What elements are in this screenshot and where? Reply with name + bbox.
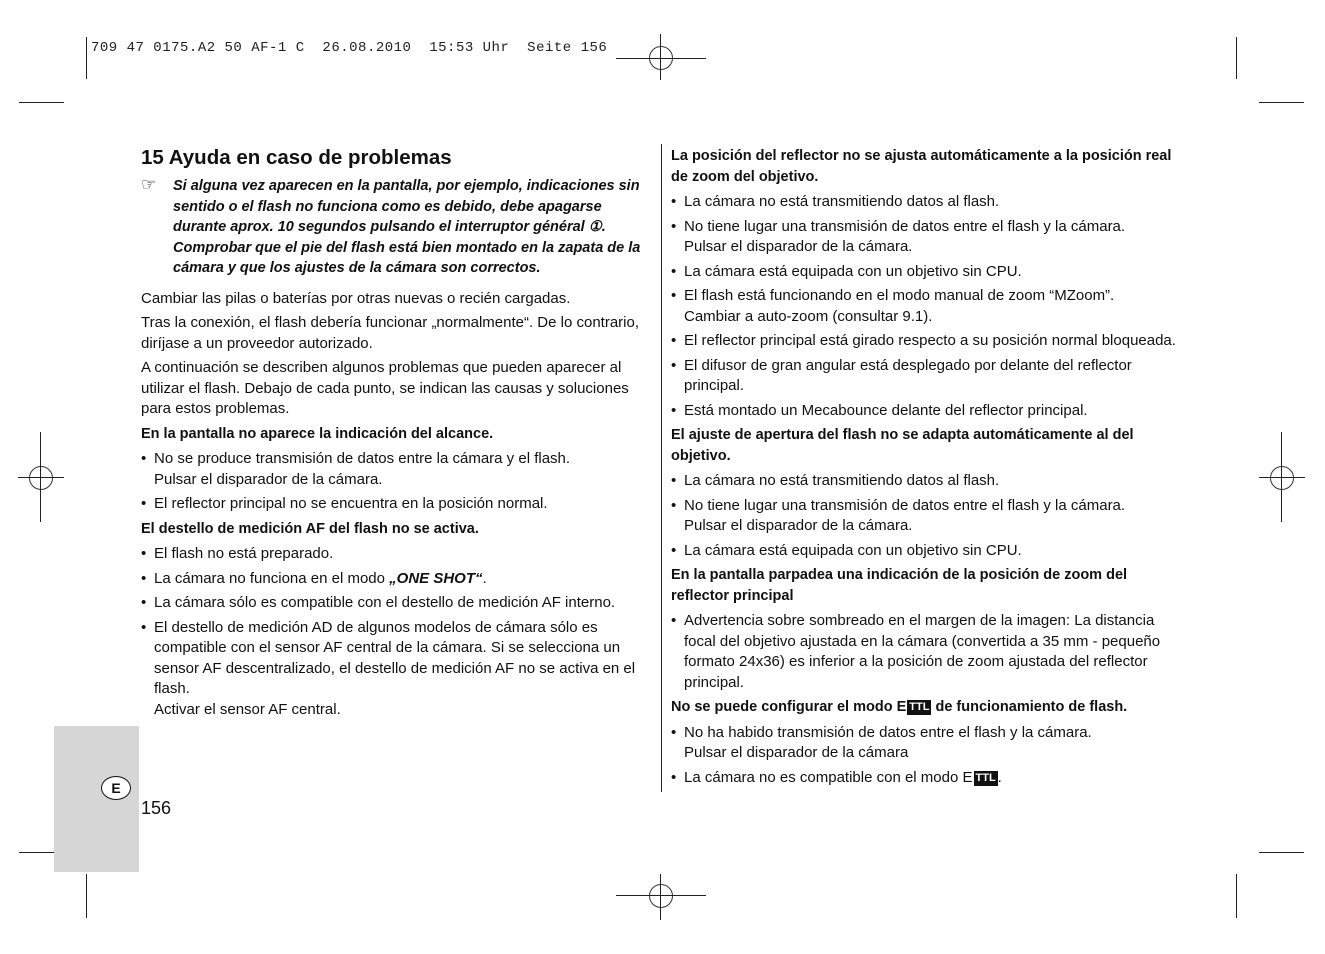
paragraph: Tras la conexión, el flash debería funcionar „normalmente“. De lo contrario, diríjase a un proveedor autorizado. [141,314,640,352]
list-item: • El flash no está preparado. [141,544,653,565]
section-heading: El ajuste de apertura del flash no se adapta automáticamente al del objetivo. [671,427,1134,464]
registration-mark-bottom [649,884,673,908]
section-heading: En la pantalla no aparece la indicación del alcance. [141,425,494,442]
list-item: • No tiene lugar una transmisión de datos entre el flash y la cámara. Pulsar el disparador de la cámara. [671,217,1176,258]
list-item: • El destello de medición AD de algunos modelos de cámara sólo es compatible con el sensor AF central de la cámara. Si se selecciona un sensor AF descentralizado, el destello de medición AF no se activa en el flash. Activar el sensor AF central. [141,618,653,721]
paragraph: Cambiar las pilas o baterías por otras nuevas o recién cargadas. [141,289,571,307]
list-item: • El flash está funcionando en el modo manual de zoom “MZoom”. Cambiar a auto-zoom (consultar 9.1). [671,286,1176,327]
list-item: • La cámara no funciona en el modo „ONE SHOT“. [141,569,653,590]
list-item: • No tiene lugar una transmisión de datos entre el flash y la cámara. Pulsar el disparador de la cámara. [671,496,1176,537]
bullet-list [671,192,1176,421]
list-item: • El reflector principal está girado respecto a su posición normal bloqueada. [671,331,1176,352]
section-heading: El destello de medición AF del flash no se activa. [141,520,479,537]
print-header: 709 47 0175.A2 50 AF-1 C 26.08.2010 15:53 Uhr Seite 156 [91,40,608,56]
column-divider [661,144,662,792]
crop-mark [1236,874,1237,918]
warning-note [141,176,653,279]
section-heading: En la pantalla parpadea una indicación de la posición de zoom del reflector principal [671,567,1128,604]
registration-line [1259,477,1305,478]
list-item: • Está montado un Mecabounce delante del reflector principal. [671,401,1176,422]
language-tab [54,726,139,872]
pointing-hand-icon: ☞ [141,175,157,194]
right-column [671,146,1176,792]
list-item: • La cámara no es compatible con el modo E TTL . [671,768,1176,789]
crop-mark [19,102,64,103]
registration-line [1281,432,1282,522]
language-badge: E [101,776,131,800]
note-text: Si alguna vez aparecen en la pantalla, por ejemplo, indicaciones sin sentido o el flash no funciona como es debido, debe apagarse durante aprox. 10 segundos pulsando el interruptor général ①. Comprobar que el pie del flash está bien montado en la zapata de la cámara y que los ajustes de la cámara son correctos. [173,178,641,277]
registration-line [660,34,661,80]
bullet-list [671,611,1176,693]
list-item: • El difusor de gran angular está desplegado por delante del reflector principal. [671,356,1176,397]
registration-line [616,58,706,59]
list-item: • El reflector principal no se encuentra en la posición normal. [141,494,653,515]
list-item: • La cámara no está transmitiendo datos al flash. [671,471,1176,492]
paragraph: A continuación se describen algunos problemas que pueden aparecer al utilizar el flash. Debajo de cada punto, se indican las causas y soluciones para estos problemas. [141,359,629,418]
ttl-badge: TTL [975,771,996,784]
list-item: • La cámara está equipada con un objetivo sin CPU. [671,262,1176,283]
registration-line [18,477,64,478]
section-heading: No se puede configurar el modo E TTL de funcionamiento de flash. [671,699,1128,715]
registration-mark-right [1270,466,1294,490]
list-item: • La cámara sólo es compatible con el destello de medición AF interno. [141,593,653,614]
registration-mark-left [29,466,53,490]
bullet-list [141,544,653,720]
crop-mark [86,37,87,79]
list-item: • No se produce transmisión de datos entre la cámara y el flash. Pulsar el disparador de la cámara. [141,449,653,490]
registration-line [660,874,661,920]
crop-mark [1259,102,1304,103]
left-column [141,146,653,724]
section-heading: La posición del reflector no se ajusta automáticamente a la posición real de zoom del objetivo. [671,148,1172,185]
registration-line [40,432,41,522]
list-item: • Advertencia sobre sombreado en el margen de la imagen: La distancia focal del objetivo ajustada en la cámara (convertida a 35 mm - pequeño formato 24x36) es inferior a la posición de zoom ajustada del reflector principal. [671,611,1176,693]
bullet-list [671,471,1176,561]
page-number: 156 [141,798,172,818]
page-title: 15 Ayuda en caso de problemas [141,146,452,169]
bullet-list [671,723,1176,789]
list-item: • No ha habido transmisión de datos entre el flash y la cámara. Pulsar el disparador de la cámara [671,723,1176,764]
crop-mark [1259,852,1304,853]
crop-mark [86,874,87,918]
list-item: • La cámara no está transmitiendo datos al flash. [671,192,1176,213]
registration-line [616,895,706,896]
crop-mark [1236,37,1237,79]
list-item: • La cámara está equipada con un objetivo sin CPU. [671,541,1176,562]
bullet-list [141,449,653,515]
ttl-badge: TTL [909,701,930,713]
